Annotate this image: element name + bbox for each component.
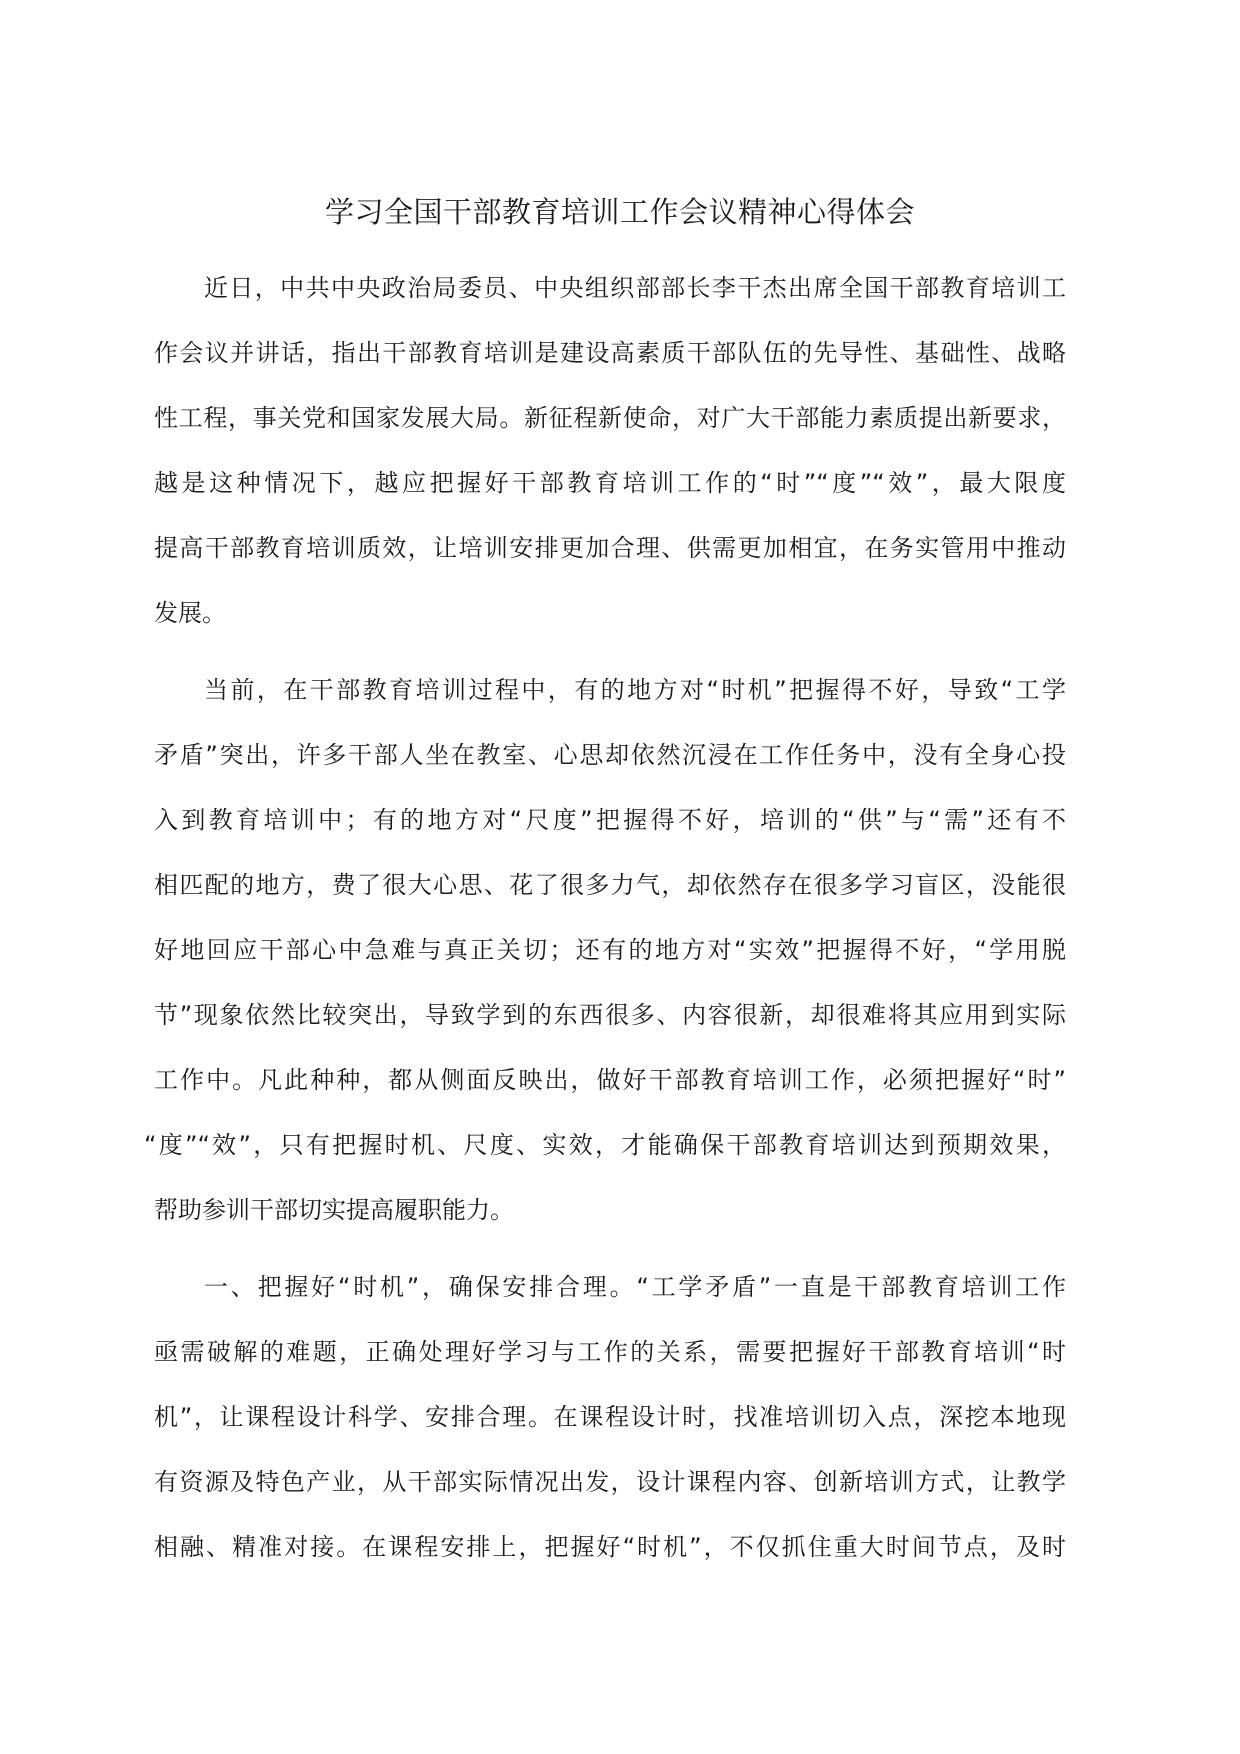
text-line: 作会议并讲话，指出干部教育培训是建设高素质干部队伍的先导性、基础性、战略 (154, 339, 1066, 367)
text-line: 当前，在干部教育培训过程中，有的地方对“时机”把握得不好，导致“工学 (204, 676, 1066, 704)
text-line: 节”现象依然比较突出，导致学到的东西很多、内容很新，却很难将其应用到实际 (154, 1001, 1066, 1029)
text-line: 近日，中共中央政治局委员、中央组织部部长李干杰出席全国干部教育培训工 (204, 274, 1066, 302)
text-line: 相匹配的地方，费了很大心思、花了很多力气，却依然存在很多学习盲区，没能很 (154, 871, 1066, 899)
text-line: 发展。 (154, 599, 226, 627)
text-line: 越是这种情况下，越应把握好干部教育培训工作的“时”“度”“效”，最大限度 (154, 469, 1066, 497)
text-line: 有资源及特色产业，从干部实际情况出发，设计课程内容、创新培训方式，让教学 (154, 1468, 1066, 1496)
paragraph-2 (144, 658, 1066, 1243)
paragraph-1 (154, 256, 1066, 646)
text-line: 好地回应干部心中急难与真正关切；还有的地方对“实效”把握得不好，“学用脱 (154, 936, 1066, 964)
document-body (144, 256, 1066, 1592)
text-line: 入到教育培训中；有的地方对“尺度”把握得不好，培训的“供”与“需”还有不 (154, 806, 1066, 834)
text-line: 亟需破解的难题，正确处理好学习与工作的关系，需要把握好干部教育培训“时 (154, 1338, 1066, 1366)
text-line: 机”，让课程设计科学、安排合理。在课程设计时，找准培训切入点，深挖本地现 (154, 1403, 1066, 1431)
document-title: 学习全国干部教育培训工作会议精神心得体会 (324, 195, 915, 229)
text-line: 矛盾”突出，许多干部人坐在教室、心思却依然沉浸在工作任务中，没有全身心投 (154, 741, 1066, 769)
paragraph-3 (154, 1255, 1066, 1580)
text-line: 提高干部教育培训质效，让培训安排更加合理、供需更加相宜，在务实管用中推动 (154, 534, 1066, 562)
text-line: 性工程，事关党和国家发展大局。新征程新使命，对广大干部能力素质提出新要求， (154, 404, 1066, 432)
text-line: 工作中。凡此种种，都从侧面反映出，做好干部教育培训工作，必须把握好“时” (154, 1066, 1066, 1094)
text-line: 一、把握好“时机”，确保安排合理。“工学矛盾”一直是干部教育培训工作 (204, 1273, 1066, 1301)
text-line: 帮助参训干部切实提高履职能力。 (154, 1196, 514, 1224)
text-line: “度”“效”，只有把握时机、尺度、实效，才能确保干部教育培训达到预期效果， (144, 1131, 1066, 1159)
text-line: 相融、精准对接。在课程安排上，把握好“时机”，不仅抓住重大时间节点，及时 (154, 1533, 1066, 1561)
